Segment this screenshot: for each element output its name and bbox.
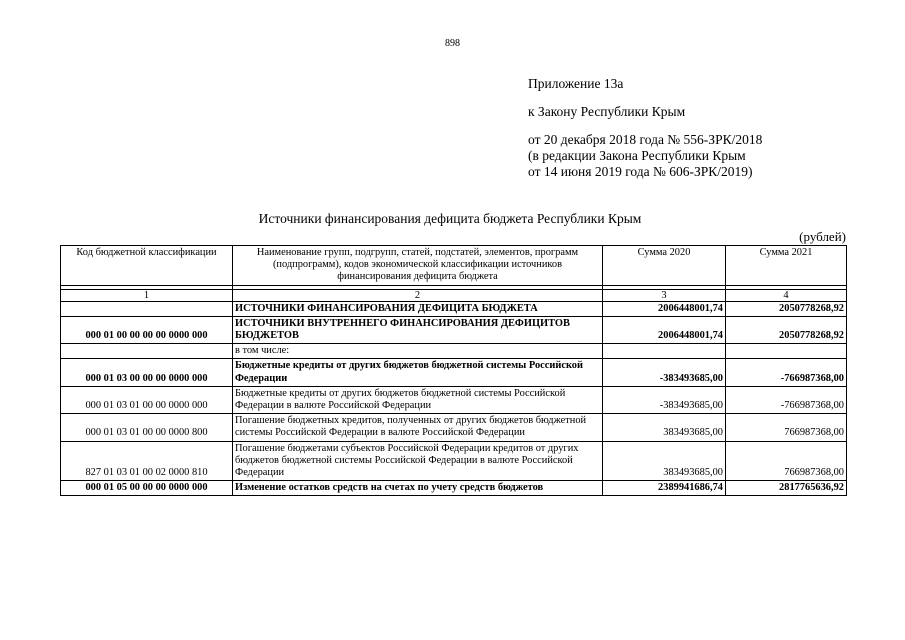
table-row [61, 414, 847, 441]
row-sum-2020: 2006448001,74 [603, 301, 726, 316]
table-row [61, 386, 847, 413]
appendix-header [528, 76, 868, 180]
row-sum-2021: 2817765636,92 [726, 481, 847, 496]
row-code: 000 01 00 00 00 00 0000 000 [61, 316, 233, 343]
row-sum-2020: 2389941686,74 [603, 481, 726, 496]
appendix-edition-date: от 14 июня 2019 года № 606-ЗРК/2019) [528, 164, 753, 179]
appendix-edition-note: (в редакции Закона Республики Крым [528, 148, 746, 163]
row-sum-2021 [726, 344, 847, 359]
appendix-label: Приложение 13а [528, 76, 624, 91]
row-sum-2020: 383493685,00 [603, 414, 726, 441]
row-code: 000 01 03 01 00 00 0000 800 [61, 414, 233, 441]
row-code: 827 01 03 01 00 02 0000 810 [61, 441, 233, 481]
column-number: 4 [726, 289, 847, 301]
column-number: 1 [61, 289, 233, 301]
column-number: 2 [233, 289, 603, 301]
row-name: Бюджетные кредиты от других бюджетов бюджетной системы Российской Федерации [233, 359, 603, 386]
row-name: Погашение бюджетных кредитов, полученных от других бюджетов бюджетной системы Российской Федерации в валюте Российской Федерации [233, 414, 603, 441]
header-code: Код бюджетной классификации [61, 246, 233, 286]
document-title-text: Источники финансирования дефицита бюджета Республики Крым [258, 211, 642, 226]
row-sum-2020: -383493685,00 [603, 386, 726, 413]
row-sum-2020 [603, 344, 726, 359]
table-row [61, 359, 847, 386]
row-sum-2020: 383493685,00 [603, 441, 726, 481]
row-name: Бюджетные кредиты от других бюджетов бюджетной системы Российской Федерации в валюте Российской Федерации [233, 386, 603, 413]
units-label: (рублей) [799, 229, 846, 244]
table-row [61, 344, 847, 359]
table-header-row [61, 246, 847, 286]
row-code: 000 01 05 00 00 00 0000 000 [61, 481, 233, 496]
financing-sources-table [60, 245, 847, 496]
column-number: 3 [603, 289, 726, 301]
row-sum-2021: 2050778268,92 [726, 301, 847, 316]
table-row [61, 301, 847, 316]
appendix-law-date: от 20 декабря 2018 года № 556-ЗРК/2018 [528, 132, 763, 147]
row-name: ИСТОЧНИКИ ВНУТРЕННЕГО ФИНАНСИРОВАНИЯ ДЕФИЦИТОВ БЮДЖЕТОВ [233, 316, 603, 343]
row-code [61, 344, 233, 359]
table-row [61, 441, 847, 481]
header-sum-2021: Сумма 2021 [726, 246, 847, 286]
table-row [61, 481, 847, 496]
header-name: Наименование групп, подгрупп, статей, подстатей, элементов, программ (подпрограмм), кодов экономической классификации источников финансирования дефицита бюджета [233, 246, 603, 286]
column-number-row [61, 289, 847, 301]
row-sum-2021: -766987368,00 [726, 386, 847, 413]
row-name: Изменение остатков средств на счетах по учету средств бюджетов [233, 481, 603, 496]
page-number: 898 [445, 38, 460, 49]
table-row [61, 316, 847, 343]
row-code: 000 01 03 00 00 00 0000 000 [61, 359, 233, 386]
row-sum-2021: 766987368,00 [726, 441, 847, 481]
row-code [61, 301, 233, 316]
row-sum-2020: 2006448001,74 [603, 316, 726, 343]
row-name: в том числе: [233, 344, 603, 359]
row-name: Погашение бюджетами субъектов Российской Федерации кредитов от других бюджетов бюджетной системы Российской Федерации в валюте Российской Федерации [233, 441, 603, 481]
row-sum-2021: -766987368,00 [726, 359, 847, 386]
row-sum-2020: -383493685,00 [603, 359, 726, 386]
document-title [0, 211, 905, 227]
row-code: 000 01 03 01 00 00 0000 000 [61, 386, 233, 413]
appendix-law-reference: к Закону Республики Крым [528, 104, 686, 119]
header-sum-2020: Сумма 2020 [603, 246, 726, 286]
row-name: ИСТОЧНИКИ ФИНАНСИРОВАНИЯ ДЕФИЦИТА БЮДЖЕТА [233, 301, 603, 316]
row-sum-2021: 766987368,00 [726, 414, 847, 441]
row-sum-2021: 2050778268,92 [726, 316, 847, 343]
